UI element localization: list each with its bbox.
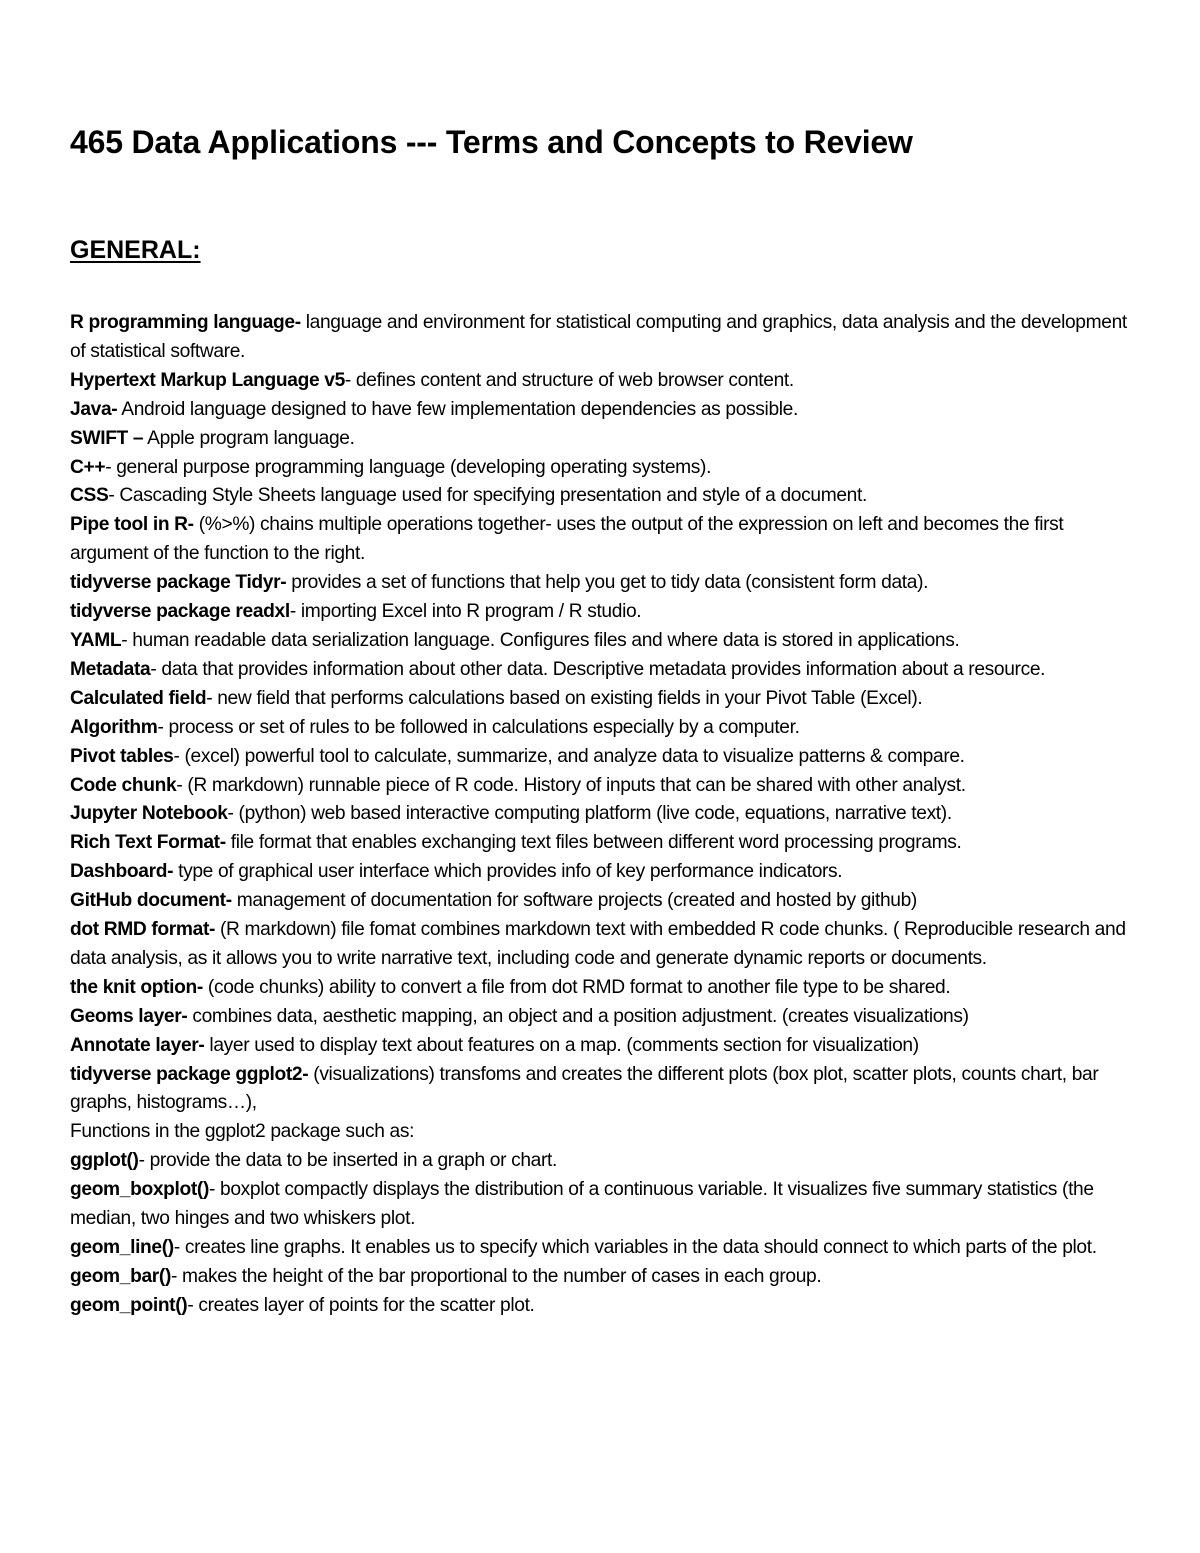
glossary-term: GitHub document- (70, 890, 232, 912)
glossary-term: dot RMD format- (70, 919, 216, 941)
glossary-term: tidyverse package Tidyr- (70, 572, 287, 594)
glossary-definition: - creates layer of points for the scatter plot. (187, 1294, 535, 1316)
glossary-entry (70, 916, 1130, 974)
glossary-entry (70, 1234, 1130, 1263)
glossary-definition: - (R markdown) runnable piece of R code. History of inputs that can be shared with other analyst. (176, 774, 966, 796)
glossary-entry (70, 1176, 1130, 1234)
glossary-definition: file format that enables exchanging text files between different word processing programs. (225, 832, 962, 854)
document-title: 465 Data Applications --- Terms and Concepts to Review (70, 124, 913, 160)
glossary-term: Hypertext Markup Language v5 (70, 369, 345, 391)
glossary-term: Annotate layer- (70, 1034, 205, 1056)
section-heading-general: GENERAL: (70, 236, 201, 264)
glossary-term: Metadata (70, 658, 151, 680)
glossary-entry (70, 569, 1130, 598)
glossary-entry (70, 482, 1130, 511)
glossary-entry (70, 1003, 1130, 1032)
glossary-definition: Android language designed to have few implementation dependencies as possible. (117, 398, 798, 420)
glossary-definition: (%>%) chains multiple operations together- uses the output of the expression on left and becomes the first argument of the function to the right. (70, 514, 1064, 565)
glossary-entry (70, 829, 1130, 858)
document-page (70, 0, 1132, 1553)
glossary-definition: - data that provides information about other data. Descriptive metadata provides information about a resource. (150, 658, 1046, 680)
glossary-definition: layer used to display text about features on a map. (comments section for visualization) (204, 1034, 919, 1056)
glossary-definition: - (python) web based interactive computing platform (live code, equations, narrative text). (227, 803, 952, 825)
glossary-definition: (code chunks) ability to convert a file from dot RMD format to another file type to be shared. (202, 976, 951, 998)
glossary-entry (70, 800, 1130, 829)
terms-list (70, 309, 1130, 1321)
glossary-definition: - provide the data to be inserted in a graph or chart. (138, 1150, 558, 1172)
glossary-entry (70, 1147, 1130, 1176)
glossary-term: Dashboard- (70, 861, 174, 883)
glossary-entry (70, 714, 1130, 743)
glossary-term: Code chunk (70, 774, 177, 796)
glossary-definition: provides a set of functions that help you get to tidy data (consistent form data). (286, 572, 929, 594)
glossary-term: Algorithm (70, 716, 158, 738)
glossary-definition: Functions in the ggplot2 package such as: (70, 1121, 415, 1143)
glossary-entry (70, 887, 1130, 916)
glossary-term: C++ (70, 456, 106, 478)
glossary-term: the knit option- (70, 976, 203, 998)
glossary-entry (70, 1263, 1130, 1292)
glossary-entry (70, 656, 1130, 685)
glossary-entry (70, 1292, 1130, 1321)
glossary-term: Rich Text Format- (70, 832, 226, 854)
glossary-entry (70, 425, 1130, 454)
glossary-definition: (R markdown) file fomat combines markdown text with embedded R code chunks. ( Reproducible research and data analysis, as it allows you to write narrative text, including code and generate dynamic reports or documents. (70, 919, 1126, 969)
glossary-entry (70, 627, 1130, 656)
glossary-term: geom_bar() (70, 1265, 171, 1287)
glossary-term: SWIFT – (70, 427, 144, 449)
glossary-entry (70, 598, 1130, 627)
glossary-definition: - Cascading Style Sheets language used for specifying presentation and style of a document. (108, 485, 867, 507)
glossary-term: Geoms layer- (70, 1005, 188, 1027)
glossary-term: geom_boxplot() (70, 1179, 209, 1201)
glossary-term: tidyverse package ggplot2- (70, 1063, 309, 1085)
glossary-definition: - boxplot compactly displays the distribution of a continuous variable. It visualizes five summary statistics (the median, two hinges and two whiskers plot. (70, 1179, 1094, 1230)
glossary-entry (70, 367, 1130, 396)
glossary-definition: type of graphical user interface which provides info of key performance indicators. (173, 861, 843, 883)
glossary-definition: - makes the height of the bar proportional to the number of cases in each group. (170, 1265, 822, 1287)
glossary-entry (70, 454, 1130, 483)
glossary-entry (70, 743, 1130, 772)
glossary-term: ggplot() (70, 1150, 139, 1172)
glossary-definition: - process or set of rules to be followed in calculations especially by a computer. (157, 716, 800, 738)
glossary-definition: Apple program language. (143, 427, 355, 449)
glossary-term: Java- (70, 398, 118, 420)
glossary-definition: language and environment for statistical computing and graphics, data analysis and the development of statistical software. (70, 312, 1127, 362)
glossary-definition: - new field that performs calculations based on existing fields in your Pivot Table (Excel). (206, 687, 923, 709)
glossary-definition: - defines content and structure of web browser content. (344, 369, 794, 391)
glossary-term: CSS (70, 485, 109, 507)
glossary-entry (70, 511, 1130, 569)
glossary-term: geom_point() (70, 1294, 188, 1316)
glossary-entry (70, 396, 1130, 425)
glossary-entry (70, 685, 1130, 714)
glossary-definition: - importing Excel into R program / R studio. (289, 601, 642, 623)
glossary-term: R programming language- (70, 312, 301, 333)
glossary-entry (70, 309, 1130, 367)
glossary-definition: combines data, aesthetic mapping, an object and a position adjustment. (creates visualizations) (187, 1005, 969, 1027)
glossary-entry (70, 1061, 1130, 1119)
glossary-term: tidyverse package readxl (70, 601, 290, 623)
glossary-entry (70, 858, 1130, 887)
glossary-term: Jupyter Notebook (70, 803, 228, 825)
glossary-term: Calculated field (70, 687, 207, 709)
glossary-entry (70, 974, 1130, 1003)
glossary-definition: - creates line graphs. It enables us to specify which variables in the data should connect to which parts of the plot. (173, 1237, 1097, 1258)
glossary-term: YAML (70, 629, 122, 651)
glossary-entry (70, 772, 1130, 801)
glossary-entry (70, 1032, 1130, 1061)
glossary-term: Pivot tables (70, 745, 174, 767)
glossary-definition: management of documentation for software projects (created and hosted by github) (231, 890, 917, 912)
glossary-entry (70, 1118, 1130, 1147)
glossary-term: Pipe tool in R- (70, 514, 194, 536)
glossary-definition: - general purpose programming language (developing operating systems). (105, 456, 712, 478)
glossary-definition: (visualizations) transfoms and creates the different plots (box plot, scatter plots, counts chart, bar graphs, histograms…), (70, 1063, 1099, 1114)
glossary-definition: - human readable data serialization language. Configures files and where data is stored in applications. (121, 629, 960, 651)
glossary-definition: - (excel) powerful tool to calculate, summarize, and analyze data to visualize patterns & compare. (173, 745, 965, 767)
glossary-term: geom_line() (70, 1237, 174, 1258)
